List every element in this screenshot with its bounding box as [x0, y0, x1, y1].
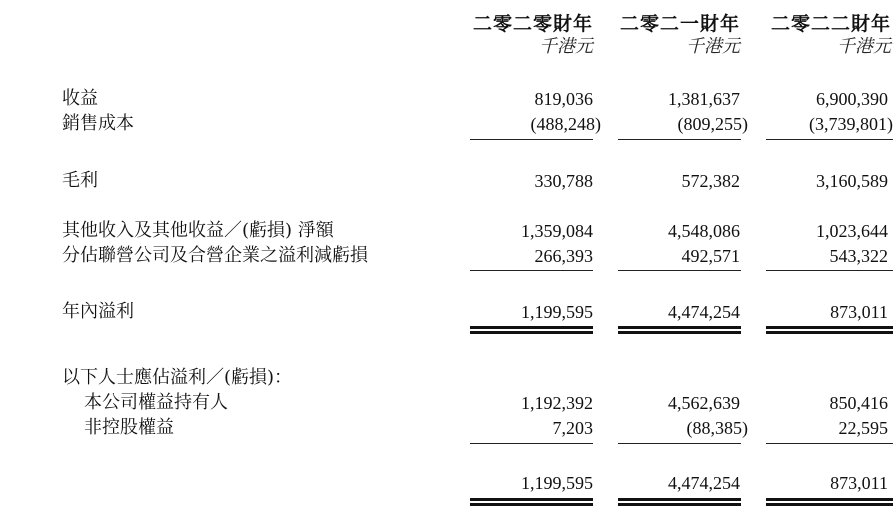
total-double-rule	[618, 326, 741, 334]
value-profit-for-year-2021: 4,474,254	[668, 302, 740, 322]
column-unit: 千港元	[539, 36, 593, 57]
value-total-2022: 873,011	[830, 473, 888, 493]
value-total-2020: 1,199,595	[521, 473, 593, 493]
value-cost-of-sales-2022: (3,739,801)	[809, 114, 893, 134]
row-label-cost-of-sales: 銷售成本	[62, 113, 134, 134]
total-double-rule	[618, 498, 741, 506]
subtotal-rule	[766, 139, 893, 140]
row-label-attributable-heading: 以下人士應佔溢利／(虧損)：	[62, 367, 293, 388]
row-label-other-income: 其他收入及其他收益／(虧損) 淨額	[62, 220, 334, 241]
value-revenue-2022: 6,900,390	[816, 89, 888, 109]
total-double-rule	[766, 326, 893, 334]
value-cost-of-sales-2020: (488,248)	[530, 114, 601, 134]
subtotal-rule	[618, 139, 741, 140]
value-revenue-2021: 1,381,637	[668, 89, 740, 109]
row-label-profit-for-year: 年內溢利	[62, 301, 134, 322]
value-other-income-2020: 1,359,084	[521, 221, 593, 241]
value-share-of-associates-2022: 543,322	[829, 246, 888, 266]
column-year: 二零二一財年	[619, 13, 740, 35]
value-owners-2021: 4,562,639	[668, 393, 740, 413]
value-share-of-associates-2020: 266,393	[534, 246, 593, 266]
total-double-rule	[470, 326, 593, 334]
subtotal-rule	[618, 270, 741, 271]
column-header-2022	[741, 12, 891, 58]
value-owners-2020: 1,192,392	[521, 393, 593, 413]
column-unit: 千港元	[837, 36, 891, 57]
subtotal-rule	[766, 443, 893, 444]
value-profit-for-year-2022: 873,011	[830, 302, 888, 322]
row-label-gross-profit: 毛利	[62, 170, 98, 191]
value-total-2021: 4,474,254	[668, 473, 740, 493]
total-double-rule	[766, 498, 893, 506]
column-header-2020	[443, 12, 593, 58]
value-cost-of-sales-2021: (809,255)	[677, 114, 748, 134]
row-label-non-controlling: 非控股權益	[84, 417, 174, 438]
total-double-rule	[470, 498, 593, 506]
column-header-2021	[590, 12, 740, 58]
value-owners-2022: 850,416	[829, 393, 888, 413]
column-year: 二零二二財年	[770, 13, 891, 35]
value-profit-for-year-2020: 1,199,595	[521, 302, 593, 322]
value-non-controlling-2021: (88,385)	[686, 418, 748, 438]
subtotal-rule	[618, 443, 741, 444]
value-non-controlling-2020: 7,203	[552, 418, 593, 438]
column-year: 二零二零財年	[472, 13, 593, 35]
value-gross-profit-2022: 3,160,589	[816, 171, 888, 191]
value-share-of-associates-2021: 492,571	[681, 246, 740, 266]
column-unit: 千港元	[686, 36, 740, 57]
value-gross-profit-2020: 330,788	[534, 171, 593, 191]
row-label-owners: 本公司權益持有人	[84, 392, 228, 413]
subtotal-rule	[470, 139, 593, 140]
value-non-controlling-2022: 22,595	[838, 418, 888, 438]
value-revenue-2020: 819,036	[534, 89, 593, 109]
value-other-income-2022: 1,023,644	[816, 221, 888, 241]
row-label-share-of-associates: 分佔聯營公司及合營企業之溢利減虧損	[62, 245, 368, 266]
value-other-income-2021: 4,548,086	[668, 221, 740, 241]
subtotal-rule	[470, 270, 593, 271]
row-label-revenue: 收益	[62, 88, 98, 109]
subtotal-rule	[470, 443, 593, 444]
subtotal-rule	[766, 270, 893, 271]
value-gross-profit-2021: 572,382	[681, 171, 740, 191]
